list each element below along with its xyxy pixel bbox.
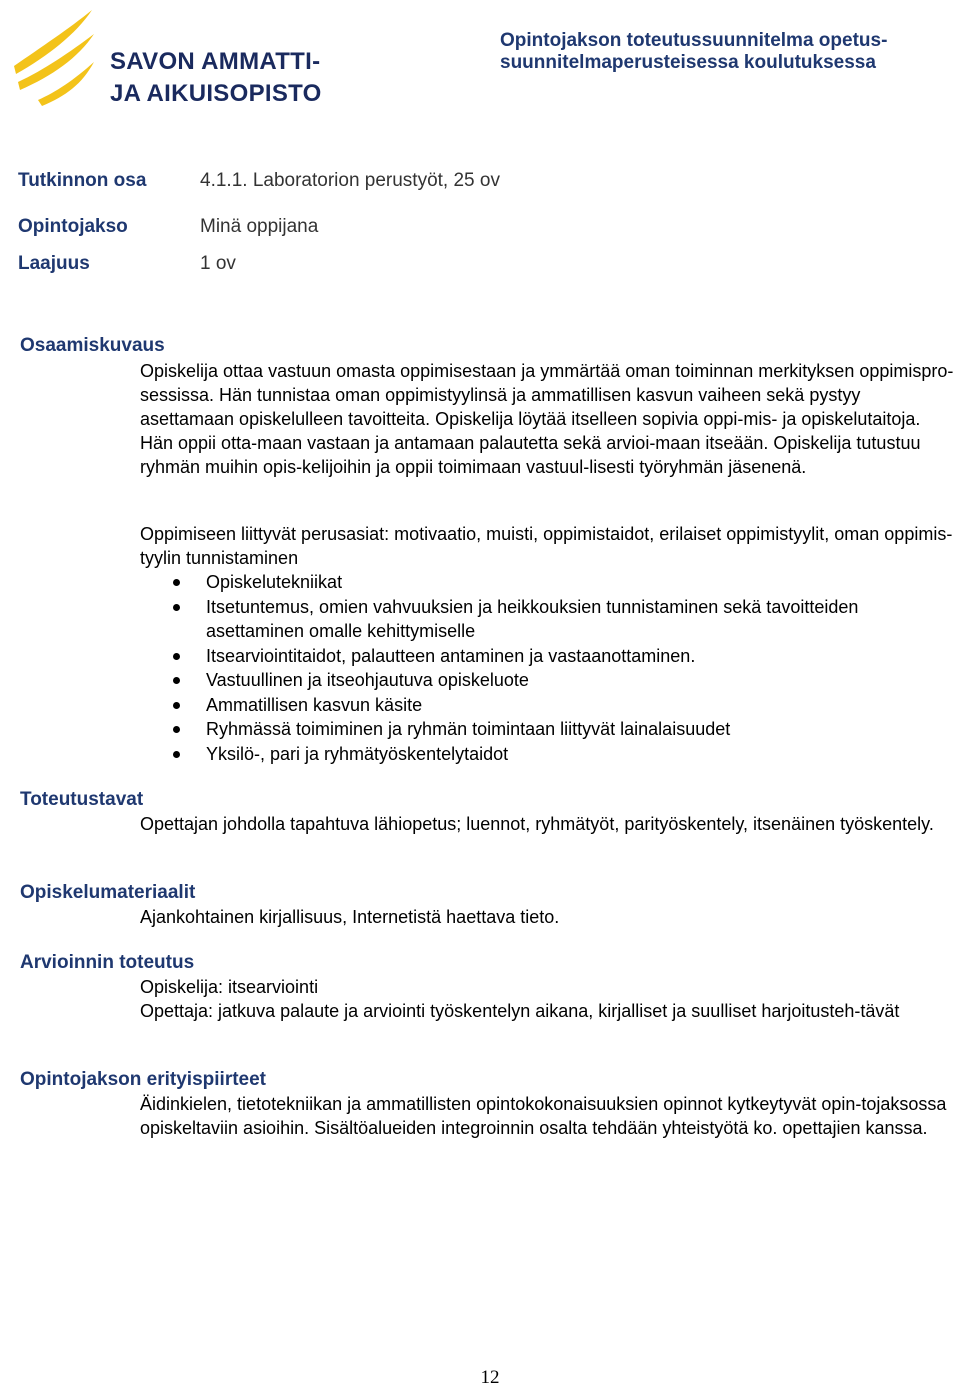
page-number: 12: [480, 1367, 500, 1388]
list-item: Vastuullinen ja itseohjautuva opiskeluote: [140, 668, 955, 693]
list-item: Ammatillisen kasvun käsite: [140, 693, 955, 718]
meta-label-opintojakso: Opintojakso: [18, 216, 128, 237]
arviointi-line-1: Opiskelija: itsearviointi: [140, 977, 319, 997]
meta-value-opintojakso: Minä oppijana: [200, 216, 319, 237]
section-text-osaamiskuvaus: [140, 359, 955, 479]
list-item: Itsearviointitaidot, palautteen antaminen ja vastaanottaminen.: [140, 644, 955, 669]
erityispiirteet-paragraph: Äidinkielen, tietotekniikan ja ammatillisten opintokokonaisuuksien opinnot kytkeytyvät opin-tojaksossa opiskeltaviin asioihin. Sisältöalueiden integroinnin osalta tehdään yhteistyötä ko. opettajien kanssa.: [140, 1094, 947, 1138]
document-title-line-2: suunnitelmaperusteisessa koulutuksessa: [500, 52, 876, 73]
section-text-toteutustavat: [140, 812, 955, 836]
institution-logo: [10, 8, 340, 108]
section-heading-arviointi: Arvioinnin toteutus: [20, 952, 195, 973]
section-text-erityispiirteet: [140, 1092, 955, 1140]
logo-line-1: SAVON AMMATTI-: [110, 48, 321, 75]
content-intro: Oppimiseen liittyvät perusasiat: motivaatio, muisti, oppimistaidot, erilaiset oppimistyylit, oman oppimis-tyylin tunnistaminen: [140, 524, 953, 568]
section-heading-toteutustavat: Toteutustavat: [20, 789, 144, 810]
section-text-opiskelumateriaalit: [140, 905, 955, 929]
section-heading-erityispiirteet: Opintojakson erityispiirteet: [20, 1069, 266, 1090]
list-item: Ryhmässä toimiminen ja ryhmän toimintaan liittyvät lainalaisuudet: [140, 717, 955, 742]
content-block: [140, 522, 955, 766]
content-bullet-list: [140, 570, 955, 766]
logo-line-2: JA AIKUISOPISTO: [110, 80, 322, 107]
document-title: [500, 30, 887, 74]
meta-value-tutkinnon-osa: 4.1.1. Laboratorion perustyöt, 25 ov: [200, 170, 500, 191]
section-heading-opiskelumateriaalit: Opiskelumateriaalit: [20, 882, 196, 903]
list-item: Opiskelutekniikat: [140, 570, 955, 595]
section-heading-osaamiskuvaus: Osaamiskuvaus: [20, 335, 165, 356]
meta-label-laajuus: Laajuus: [18, 253, 90, 274]
section-text-arviointi: [140, 975, 955, 1023]
opiskelumateriaalit-paragraph: Ajankohtainen kirjallisuus, Internetistä haettava tieto.: [140, 907, 560, 927]
toteutustavat-paragraph: Opettajan johdolla tapahtuva lähiopetus; luennot, ryhmätyöt, parityöskentely, itsenäinen työskentely.: [140, 814, 934, 834]
arviointi-line-2: Opettaja: jatkuva palaute ja arviointi työskentelyn aikana, kirjalliset ja suulliset harjoitusteh-tävät: [140, 1001, 900, 1021]
document-title-line-1: Opintojakson toteutussuunnitelma opetus-: [500, 30, 888, 51]
list-item: Yksilö-, pari ja ryhmätyöskentelytaidot: [140, 742, 955, 767]
logo-swoosh-icon: [10, 8, 110, 108]
osaamiskuvaus-paragraph: Opiskelija ottaa vastuun omasta oppimisestaan ja ymmärtää oman toiminnan merkityksen oppimispro-sessissa. Hän tunnistaa oman oppimistyylinsä ja ammatillisen kasvun vaiheen sekä pystyy asettamaan opiskelulleen tavoitteita. Opiskelija löytää itselleen sopivia oppi-mis- ja opiskelutaitoja. Hän oppii otta-maan vastaan ja antamaan palautetta sekä arvioi-maan itseään. Opiskelija tutustuu ryhmän muihin opis-kelijoihin ja oppii toimimaan vastuul-lisesti työryhmän jäsenenä.: [140, 361, 954, 477]
list-item: Itsetuntemus, omien vahvuuksien ja heikkouksien tunnistaminen sekä tavoitteiden asettaminen omalle kehittymiselle: [140, 595, 955, 644]
meta-value-laajuus: 1 ov: [200, 253, 236, 274]
meta-label-tutkinnon-osa: Tutkinnon osa: [18, 170, 147, 191]
